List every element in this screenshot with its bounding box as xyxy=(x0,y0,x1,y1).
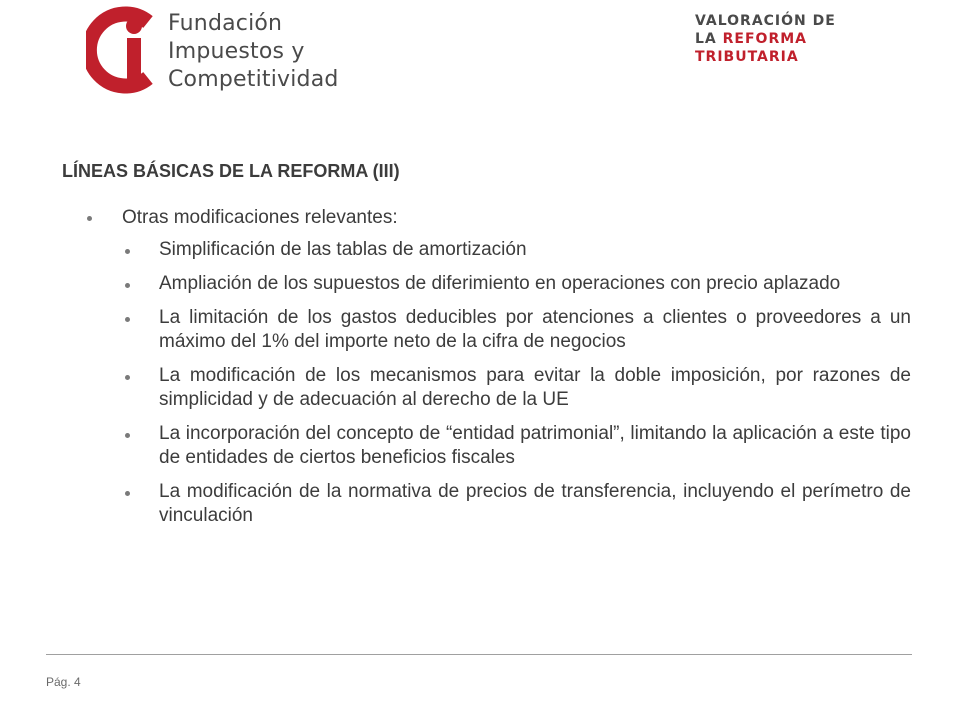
list-item-text: La modificación de la normativa de precios de transferencia, incluyendo el perímetro de vinculación xyxy=(159,481,911,526)
bullet-dot-icon xyxy=(125,249,130,254)
list-item-text: La limitación de los gastos deducibles por atenciones a clientes o proveedores a un máximo del 1% del importe neto de la cifra de negocios xyxy=(159,307,911,352)
list-item xyxy=(122,306,911,354)
list-item xyxy=(122,238,911,262)
list-item xyxy=(122,480,911,528)
bullet-dot-icon xyxy=(125,375,130,380)
list-item-text: Simplificación de las tablas de amortización xyxy=(159,239,527,260)
main-bullet xyxy=(85,206,911,230)
tag-line-2 xyxy=(695,30,895,48)
logo-wordmark xyxy=(168,10,368,94)
tag-line-2-prefix: LA xyxy=(695,31,723,47)
slide-content xyxy=(85,206,911,528)
logo-line-1: Fundación xyxy=(168,11,283,36)
list-item-text: Ampliación de los supuestos de diferimiento en operaciones con precio aplazado xyxy=(159,273,841,294)
logo-mark-icon xyxy=(86,4,166,96)
list-item xyxy=(122,364,911,412)
tag-line-3: TRIBUTARIA xyxy=(695,49,799,65)
page-number: Pág. 4 xyxy=(46,675,81,689)
logo-line-3: Competitividad xyxy=(168,67,339,92)
bullet-dot-icon xyxy=(125,491,130,496)
main-bullet-text: Otras modificaciones relevantes: xyxy=(122,207,398,228)
list-item-text: La modificación de los mecanismos para evitar la doble imposición, por razones de simplicidad y de adecuación al derecho de la UE xyxy=(159,365,911,410)
tag-line-1: VALORACIÓN DE xyxy=(695,13,836,29)
bullet-dot-icon xyxy=(125,433,130,438)
bullet-dot-icon xyxy=(125,283,130,288)
slide-title: LÍNEAS BÁSICAS DE LA REFORMA (III) xyxy=(62,161,400,181)
list-item xyxy=(122,422,911,470)
logo-line-2: Impuestos y xyxy=(168,39,305,64)
bullet-dot-icon xyxy=(125,317,130,322)
bullet-dot-icon xyxy=(87,216,92,221)
list-item-text: La incorporación del concepto de “entidad patrimonial”, limitando la aplicación a este tipo de entidades de ciertos beneficios fiscales xyxy=(159,423,911,468)
section-tag xyxy=(695,12,895,66)
footer-divider xyxy=(46,654,912,655)
list-item xyxy=(122,272,911,296)
sub-bullet-list xyxy=(85,238,911,528)
tag-highlight: REFORMA xyxy=(722,31,807,47)
